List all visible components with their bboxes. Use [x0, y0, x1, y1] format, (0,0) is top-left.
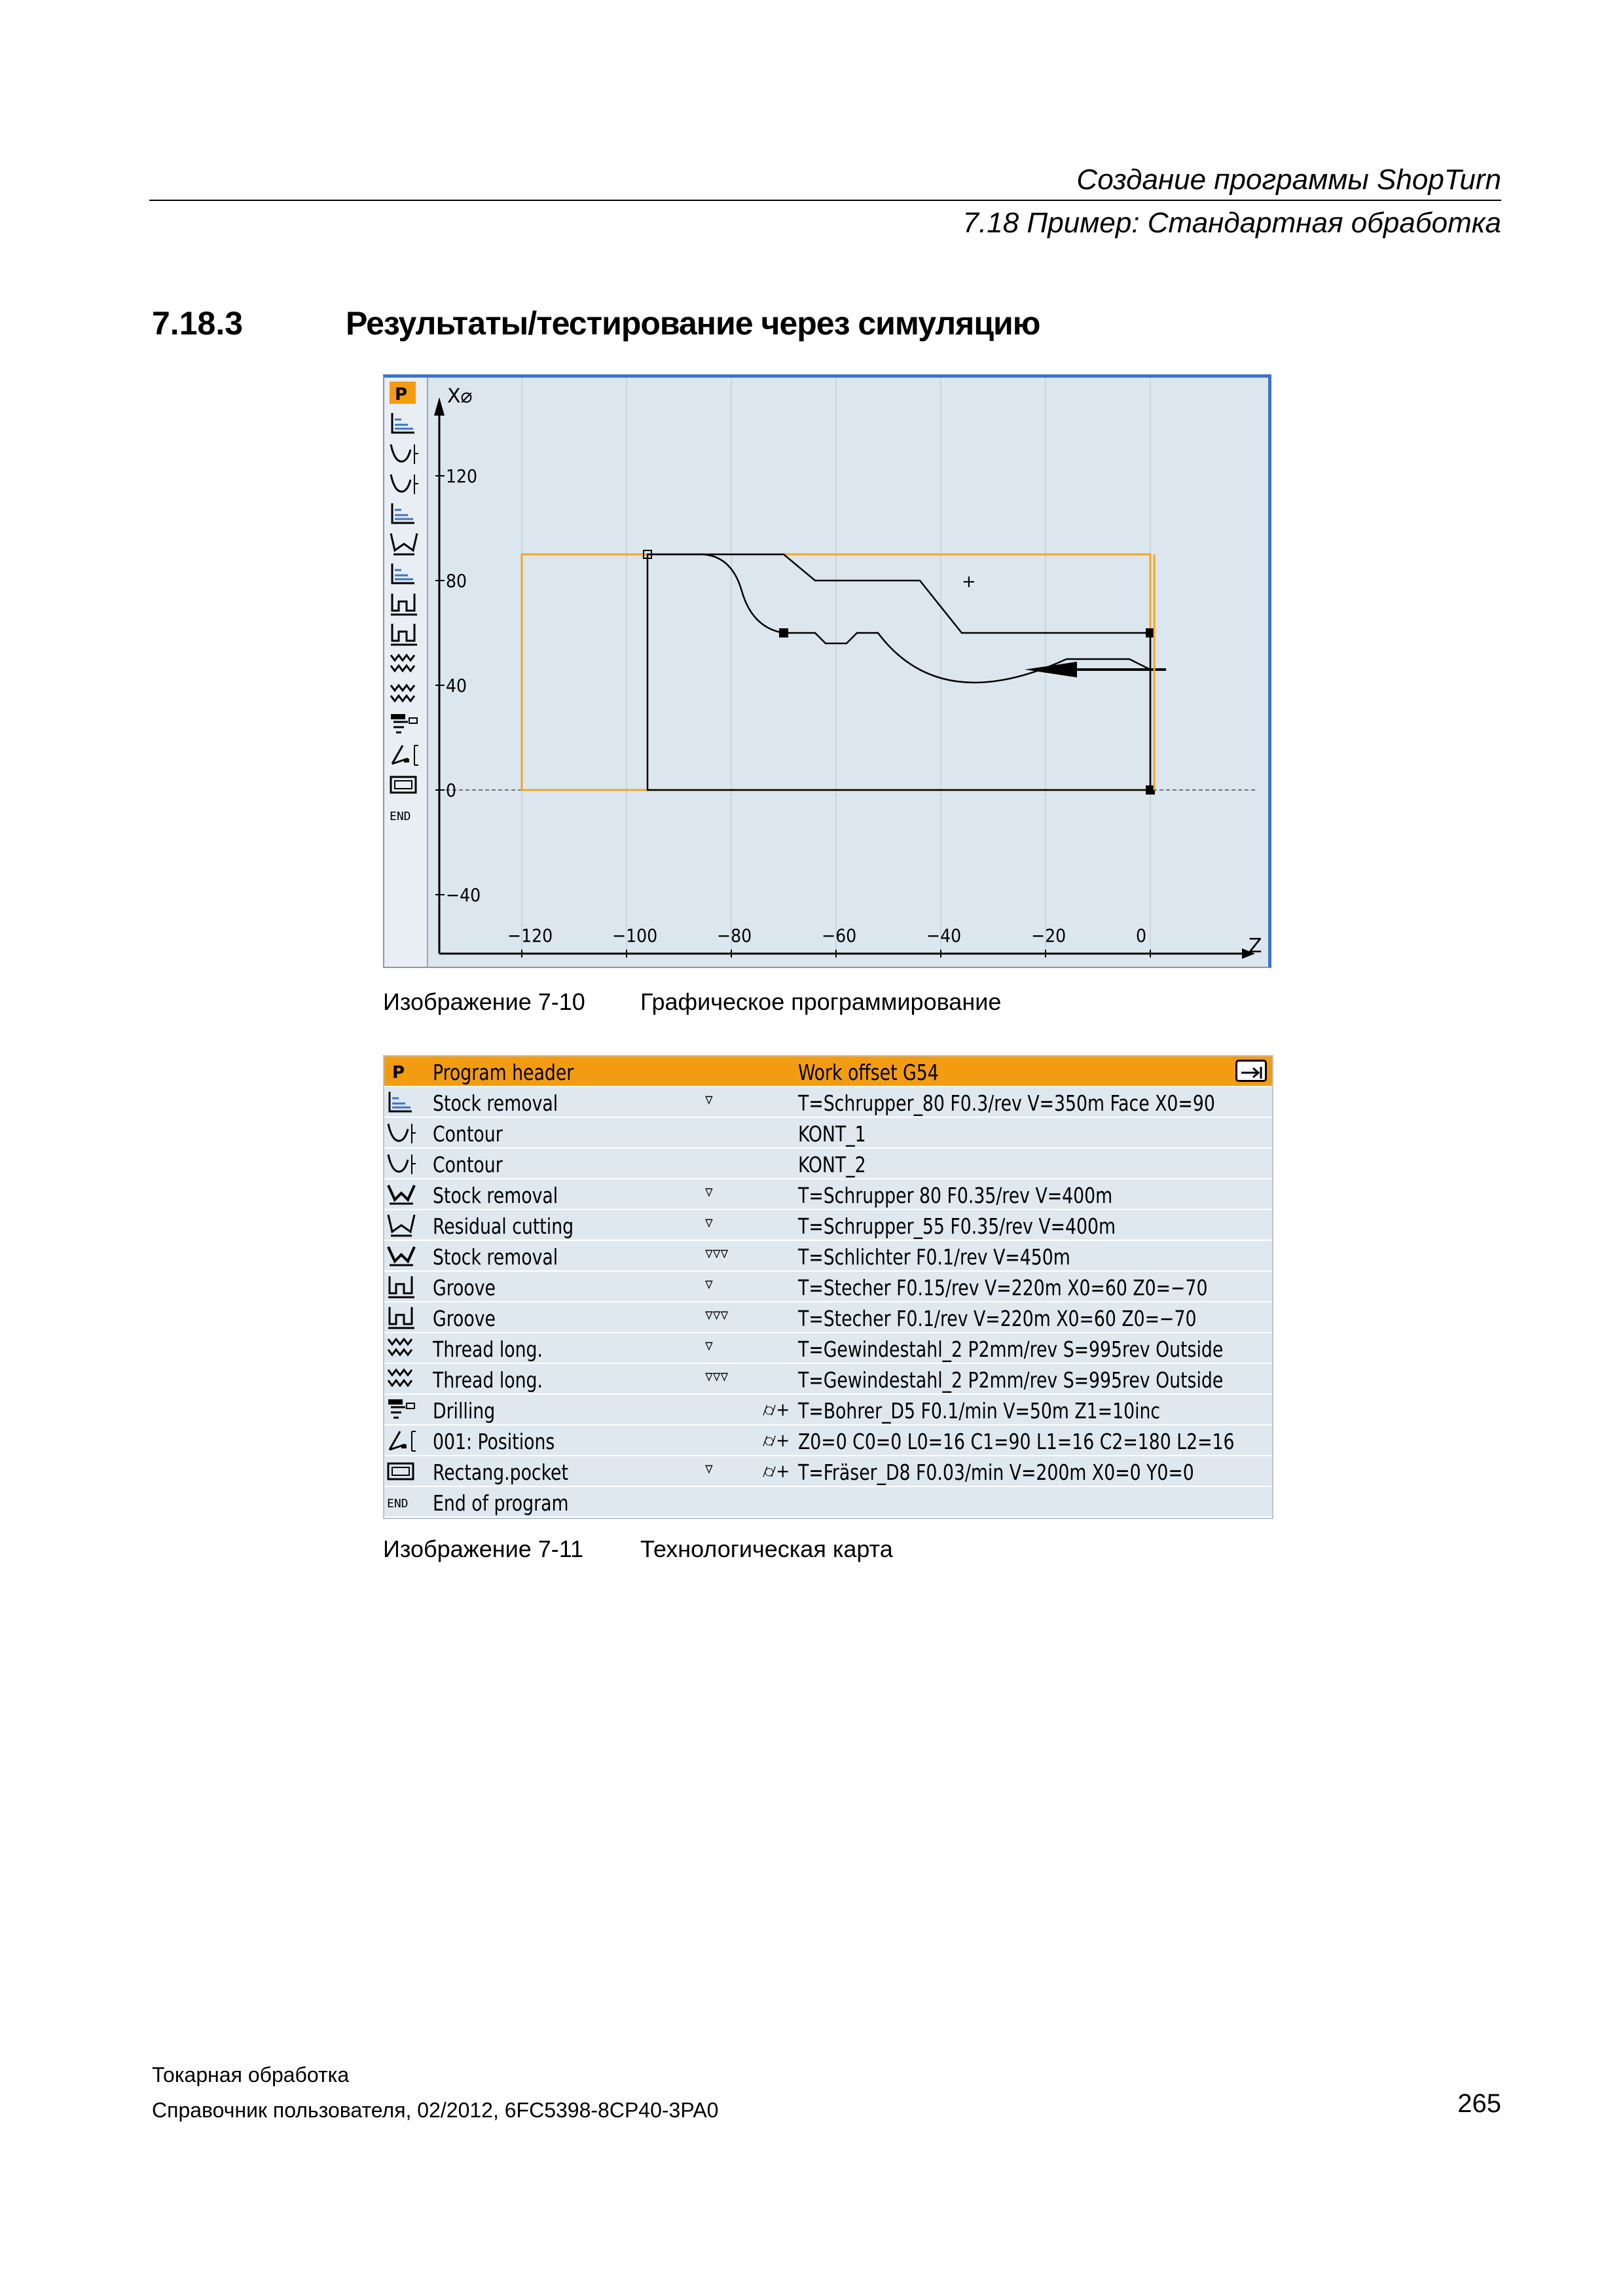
- chain-link-icon: ⌭+: [763, 1460, 790, 1482]
- operation-parameters: T=Gewindestahl_2 P2mm/rev S=995rev Outside: [798, 1367, 1224, 1393]
- chain-link-icon: ⌭+: [763, 1399, 790, 1420]
- operation-name: Rectang.pocket: [433, 1460, 568, 1485]
- section-title: Результаты/тестирование через симуляцию: [346, 305, 1040, 342]
- stock-removal-contour-icon: [386, 1181, 421, 1208]
- operation-parameters: KONT_1: [798, 1121, 866, 1147]
- machining-mode-marker: ▿▿▿: [705, 1367, 729, 1386]
- operation-row[interactable]: [384, 1179, 1272, 1210]
- operation-row[interactable]: [384, 1118, 1272, 1149]
- svg-text:END: END: [387, 1497, 409, 1511]
- y-tick-label: 120: [446, 465, 478, 487]
- operation-name: Groove: [433, 1306, 496, 1331]
- machining-mode-marker: ▿: [705, 1090, 713, 1109]
- footer-manual: Справочник пользователя, 02/2012, 6FC5398-8CP40-3PA0: [152, 2098, 719, 2122]
- operation-name: Contour: [433, 1152, 503, 1177]
- contour-point-marker: [780, 629, 788, 637]
- figure1-caption-text: Графическое программирование: [640, 988, 1002, 1015]
- footer-product: Токарная обработка: [152, 2063, 350, 2087]
- figure2-caption-number: Изображение 7-11: [383, 1535, 584, 1562]
- operation-sheet: [383, 1055, 1273, 1519]
- y-tick-label: −40: [446, 884, 481, 906]
- machining-mode-marker: ▿: [705, 1336, 713, 1355]
- operation-parameters: T=Schrupper 80 F0.35/rev V=400m: [798, 1183, 1113, 1208]
- page-number: 265: [1457, 2089, 1501, 2118]
- operation-row[interactable]: [384, 1426, 1272, 1456]
- section-number: 7.18.3: [152, 305, 244, 342]
- operation-parameters: Z0=0 C0=0 L0=16 C1=90 L1=16 C2=180 L2=16: [798, 1429, 1235, 1454]
- contour-point-marker: [1146, 629, 1154, 637]
- machining-mode-marker: ▿: [705, 1182, 713, 1202]
- svg-text:P: P: [395, 385, 408, 404]
- stock-removal-icon: [386, 1089, 421, 1115]
- contour-point-marker: [1146, 786, 1154, 794]
- program-header-icon: [386, 1058, 421, 1085]
- contour-icon: [386, 1120, 421, 1146]
- operation-name: Residual cutting: [433, 1213, 574, 1239]
- machining-mode-marker: ▿: [705, 1459, 713, 1479]
- operation-row[interactable]: [384, 1333, 1272, 1364]
- y-tick-label: 0: [446, 780, 457, 801]
- operation-name: Thread long.: [433, 1336, 543, 1362]
- operation-parameters: T=Stecher F0.1/rev V=220m X0=60 Z0=−70: [798, 1306, 1197, 1331]
- x-axis-label: Z: [1249, 935, 1262, 958]
- sidebar-end-icon[interactable]: [390, 810, 411, 823]
- operation-row[interactable]: [384, 1364, 1272, 1395]
- x-tick-label: −100: [612, 925, 658, 946]
- thread-icon: [386, 1366, 421, 1392]
- operation-row[interactable]: [384, 1456, 1272, 1487]
- x-tick-label: −60: [822, 925, 857, 946]
- operation-parameters: KONT_2: [798, 1152, 866, 1177]
- operation-parameters: T=Schlichter F0.1/rev V=450m: [798, 1244, 1070, 1270]
- figure2-caption-text: Технологическая карта: [640, 1535, 893, 1562]
- operation-row[interactable]: [384, 1149, 1272, 1179]
- extend-arrow-icon[interactable]: [1235, 1060, 1267, 1082]
- operation-row[interactable]: [384, 1395, 1272, 1426]
- operation-parameters: T=Bohrer_D5 F0.1/min V=50m Z1=10inc: [798, 1398, 1161, 1424]
- machining-mode-marker: ▿▿▿: [705, 1244, 729, 1263]
- operation-row[interactable]: [384, 1302, 1272, 1333]
- operation-parameters: T=Schrupper_55 F0.35/rev V=400m: [798, 1213, 1116, 1239]
- operation-parameters: T=Gewindestahl_2 P2mm/rev S=995rev Outside: [798, 1336, 1224, 1362]
- y-tick-label: 80: [446, 570, 467, 592]
- end-icon: [386, 1489, 421, 1515]
- operation-row[interactable]: [384, 1241, 1272, 1272]
- operation-name: Groove: [433, 1275, 496, 1300]
- operation-row[interactable]: [384, 1487, 1272, 1518]
- x-tick-label: −40: [926, 925, 962, 946]
- operation-row[interactable]: [384, 1272, 1272, 1302]
- x-tick-label: 0: [1136, 925, 1147, 946]
- header-rule: [149, 200, 1501, 201]
- tool-arrow-head-icon: [1025, 662, 1077, 677]
- operation-row[interactable]: [384, 1210, 1272, 1241]
- groove-icon: [386, 1274, 421, 1300]
- operation-parameters: T=Schrupper_80 F0.3/rev V=350m Face X0=90: [798, 1090, 1215, 1116]
- contour-graphic: [384, 378, 1268, 967]
- y-axis-label: X⌀: [447, 385, 473, 408]
- svg-text:END: END: [390, 810, 411, 823]
- operation-row[interactable]: [384, 1087, 1272, 1118]
- x-tick-label: −120: [507, 925, 553, 946]
- operation-name: Stock removal: [433, 1244, 558, 1270]
- operation-parameters: Work offset G54: [798, 1060, 939, 1085]
- thread-icon: [386, 1335, 421, 1361]
- stock-removal-contour-icon: [386, 1243, 421, 1269]
- machining-mode-marker: ▿▿▿: [705, 1305, 729, 1325]
- graphic-programming-view: [383, 374, 1271, 968]
- operation-name: Thread long.: [433, 1367, 543, 1393]
- groove-icon: [386, 1304, 421, 1331]
- operation-row[interactable]: [384, 1056, 1272, 1087]
- chain-link-icon: ⌭+: [763, 1429, 790, 1451]
- running-header-section: 7.18 Пример: Стандартная обработка: [962, 207, 1501, 239]
- operation-name: Drilling: [433, 1398, 496, 1424]
- operation-name: Contour: [433, 1121, 503, 1147]
- operation-name: Stock removal: [433, 1183, 558, 1208]
- operation-name: Program header: [433, 1060, 574, 1085]
- figure1-caption-number: Изображение 7-10: [383, 988, 585, 1015]
- y-tick-label: 40: [446, 675, 467, 696]
- x-tick-label: −20: [1031, 925, 1067, 946]
- svg-text:P: P: [392, 1063, 405, 1083]
- running-header-chapter: Создание программы ShopTurn: [1076, 164, 1501, 196]
- operation-name: 001: Positions: [433, 1429, 555, 1454]
- operation-name: Stock removal: [433, 1090, 558, 1116]
- sidebar-p-icon[interactable]: [390, 382, 416, 404]
- machining-mode-marker: ▿: [705, 1213, 713, 1232]
- operation-name: End of program: [433, 1490, 569, 1516]
- machining-mode-marker: ▿: [705, 1274, 713, 1294]
- residual-cutting-icon: [386, 1212, 421, 1238]
- pocket-icon: [386, 1458, 421, 1484]
- operation-parameters: T=Stecher F0.15/rev V=220m X0=60 Z0=−70: [798, 1275, 1208, 1300]
- crosshair-icon: +: [962, 572, 976, 592]
- operation-parameters: T=Fräser_D8 F0.03/min V=200m X0=0 Y0=0: [798, 1460, 1194, 1485]
- contour-icon: [386, 1151, 421, 1177]
- positions-icon: [386, 1427, 421, 1454]
- drilling-icon: [386, 1397, 421, 1423]
- x-tick-label: −80: [717, 925, 752, 946]
